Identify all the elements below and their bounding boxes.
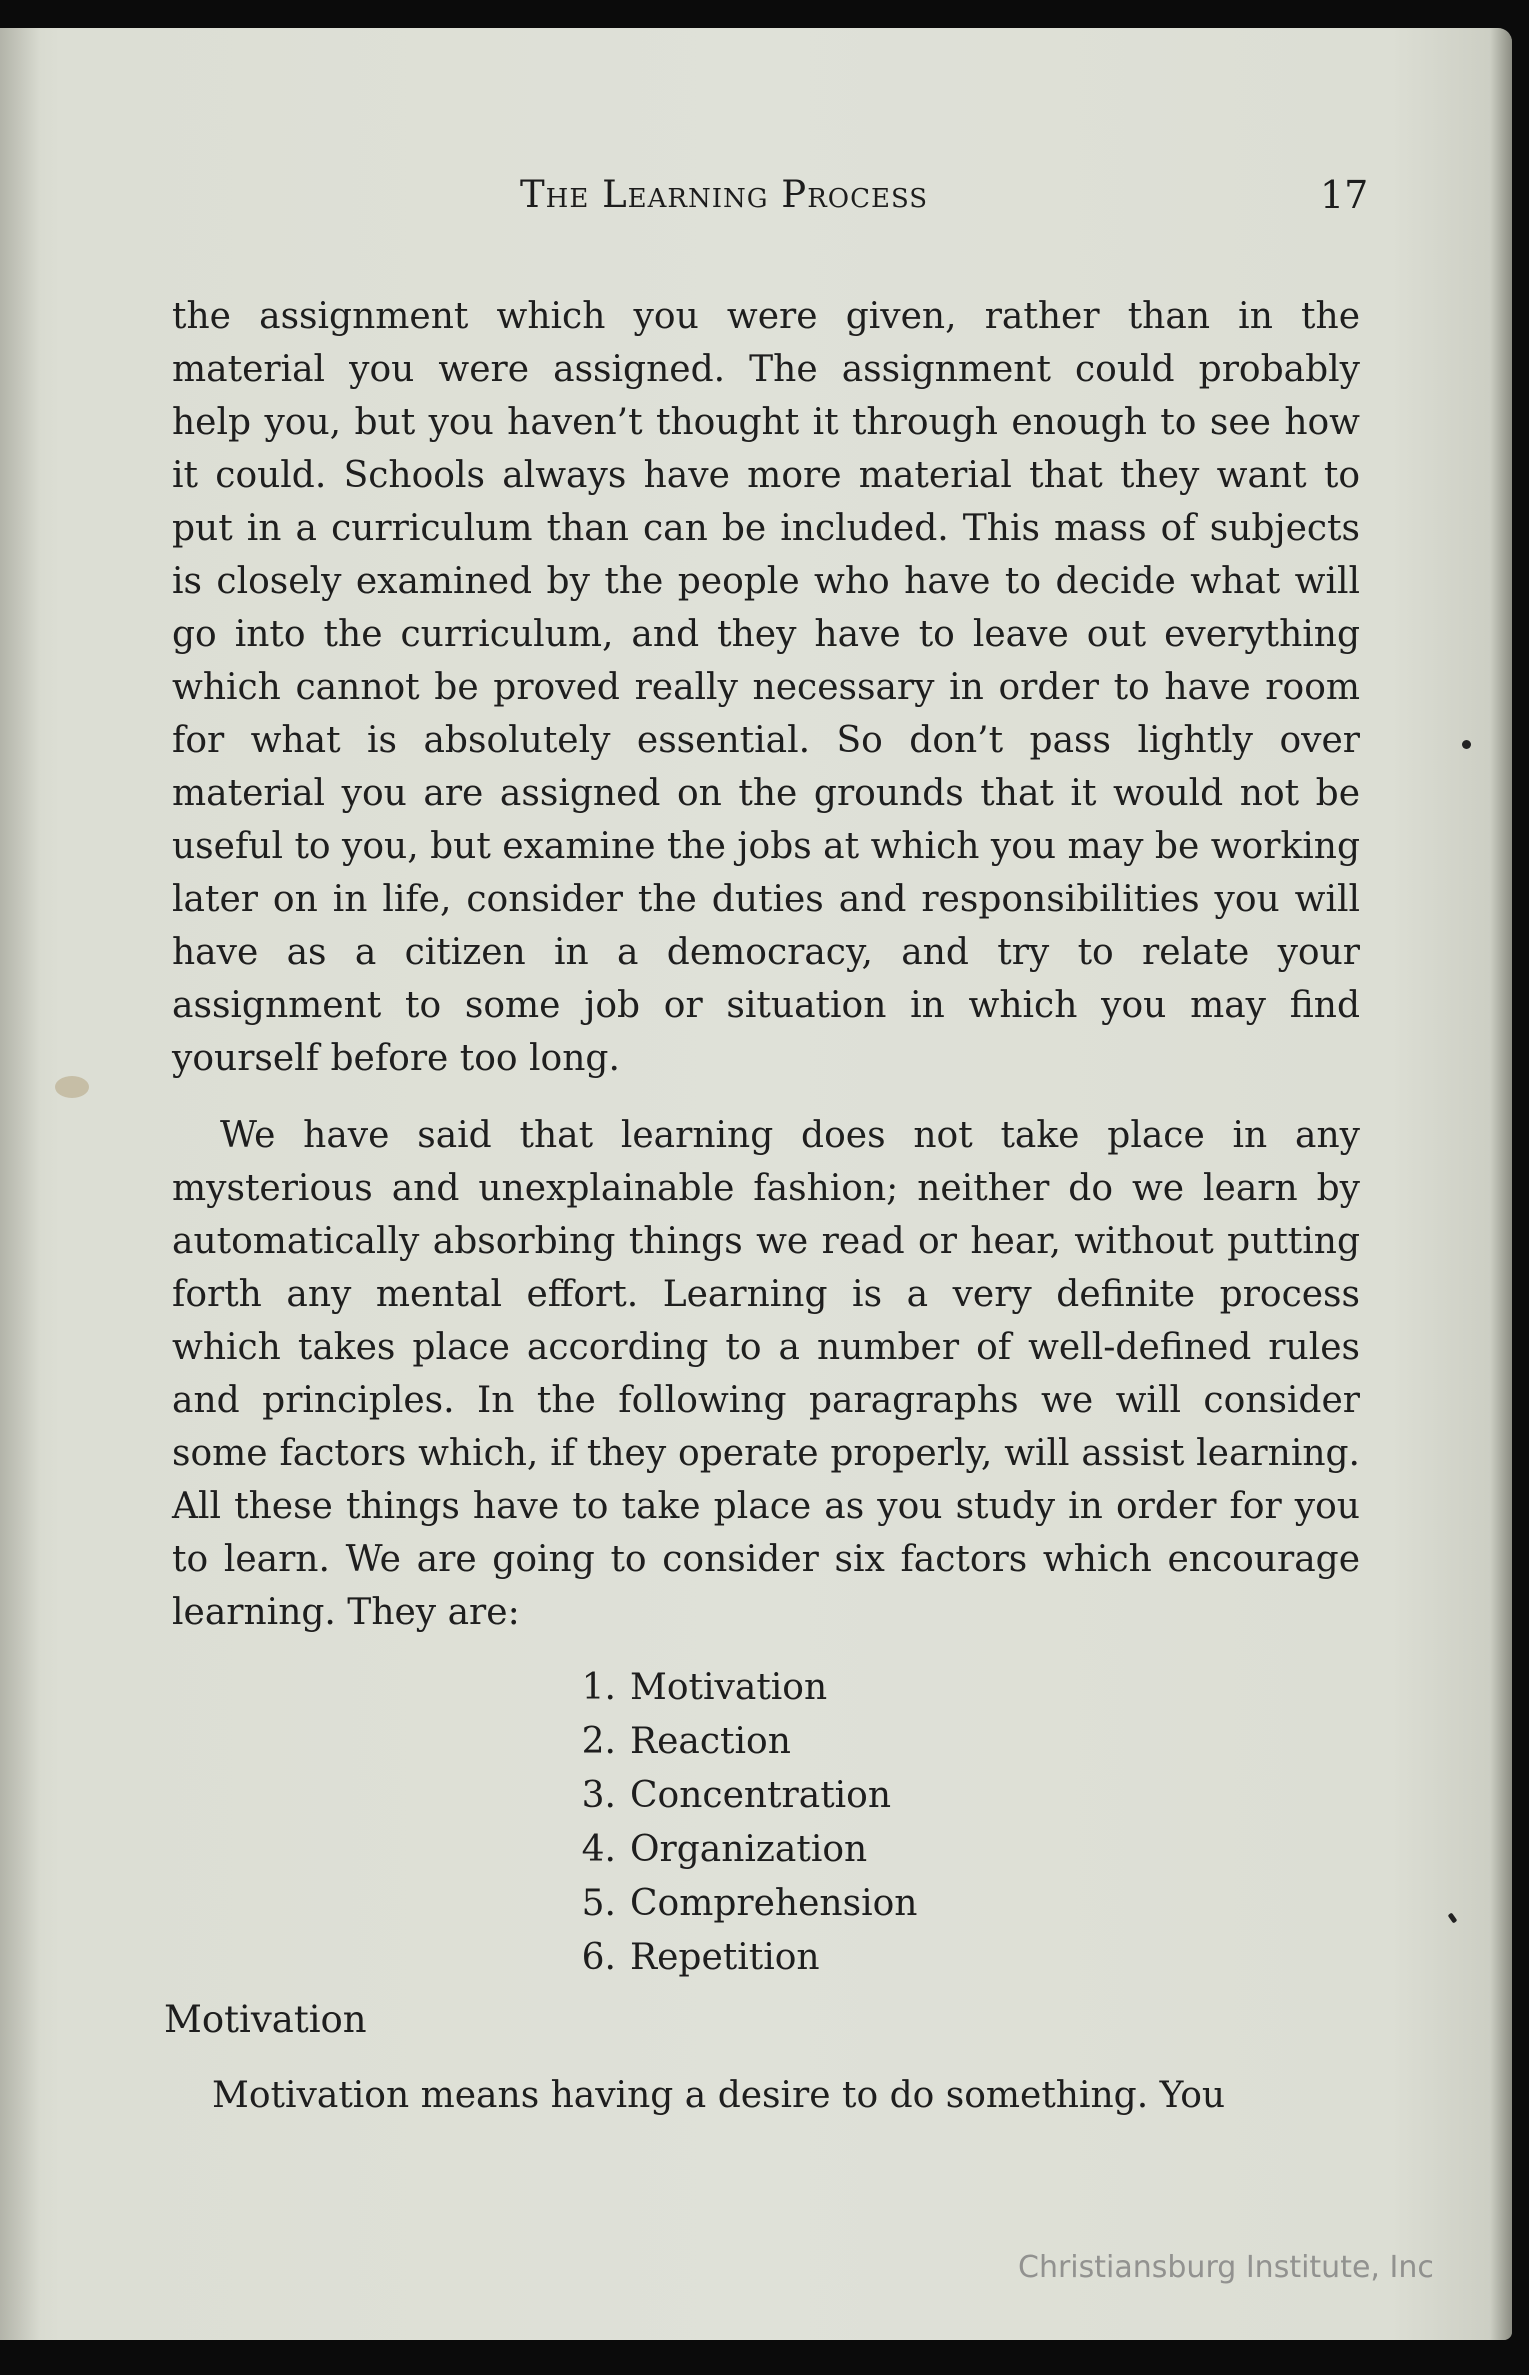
- list-item-label: Organization: [630, 1829, 868, 1870]
- list-item: [572, 1661, 1360, 1715]
- spine-shadow: [0, 28, 40, 2340]
- list-item: [572, 1769, 1360, 1823]
- list-item-number: 6.: [581, 1937, 616, 1978]
- ink-speck: [1448, 1912, 1458, 1923]
- watermark: Christiansburg Institute, Inc: [1018, 2250, 1434, 2285]
- list-item-number: 1.: [581, 1667, 616, 1708]
- closing-line: Motivation means having a desire to do something. You: [212, 2075, 1226, 2116]
- section-heading: Motivation: [164, 1998, 367, 2041]
- list-item-number: 3.: [581, 1775, 616, 1816]
- list-item-label: Repetition: [630, 1937, 820, 1978]
- list-item: [572, 1877, 1360, 1931]
- list-item-label: Comprehension: [630, 1883, 918, 1924]
- list-item: [572, 1715, 1360, 1769]
- list-item-label: Concentration: [630, 1775, 892, 1816]
- list-item: [572, 1823, 1360, 1877]
- paper-stain: [55, 1076, 89, 1098]
- running-title: The Learning Process: [520, 173, 929, 216]
- ink-speck: [1462, 740, 1471, 749]
- list-item-label: Reaction: [630, 1721, 791, 1762]
- list-item-label: Motivation: [630, 1667, 828, 1708]
- list-item-number: 5.: [581, 1883, 616, 1924]
- book-page: [0, 28, 1512, 2340]
- page-edge-shadow: [1490, 28, 1512, 2340]
- list-item-number: 4.: [581, 1829, 616, 1870]
- page-header: [0, 173, 1512, 233]
- paragraph-2: We have said that learning does not take place in any mysterious and unexplainable fashion; neither do we learn by automatically absorbing things we read or hear, without putting forth any mental effort. Learning is a very definite process which takes place according to a number of well-defined rules and principles. In the following paragraphs we will consider some factors which, if they operate properly, will assist learning. All these things have to take place as you study in order for you to learn. We are going to consider six factors which encourage learning. They are:: [172, 1115, 1360, 1633]
- page-body: [164, 290, 1360, 2122]
- factors-list: [172, 1661, 1360, 1985]
- paragraph-1: the assignment which you were given, rather than in the material you were assigned. The assignment could probably help you, but you haven’t thought it through enough to see how it could. Schools always have more material that they want to put in a curriculum than can be included. This mass of subjects is closely examined by the people who have to decide what will go into the curriculum, and they have to leave out everything which cannot be proved really necessary in order to have room for what is absolutely essential. So don’t pass lightly over material you are assigned on the grounds that it would not be useful to you, but examine the jobs at which you may be working later on in life, consider the duties and responsibilities you will have as a citizen in a democracy, and try to relate your assignment to some job or situation in which you may find yourself before too long.: [172, 296, 1360, 1079]
- list-item-number: 2.: [581, 1721, 616, 1762]
- page-number: 17: [1320, 173, 1369, 217]
- list-item: [572, 1931, 1360, 1985]
